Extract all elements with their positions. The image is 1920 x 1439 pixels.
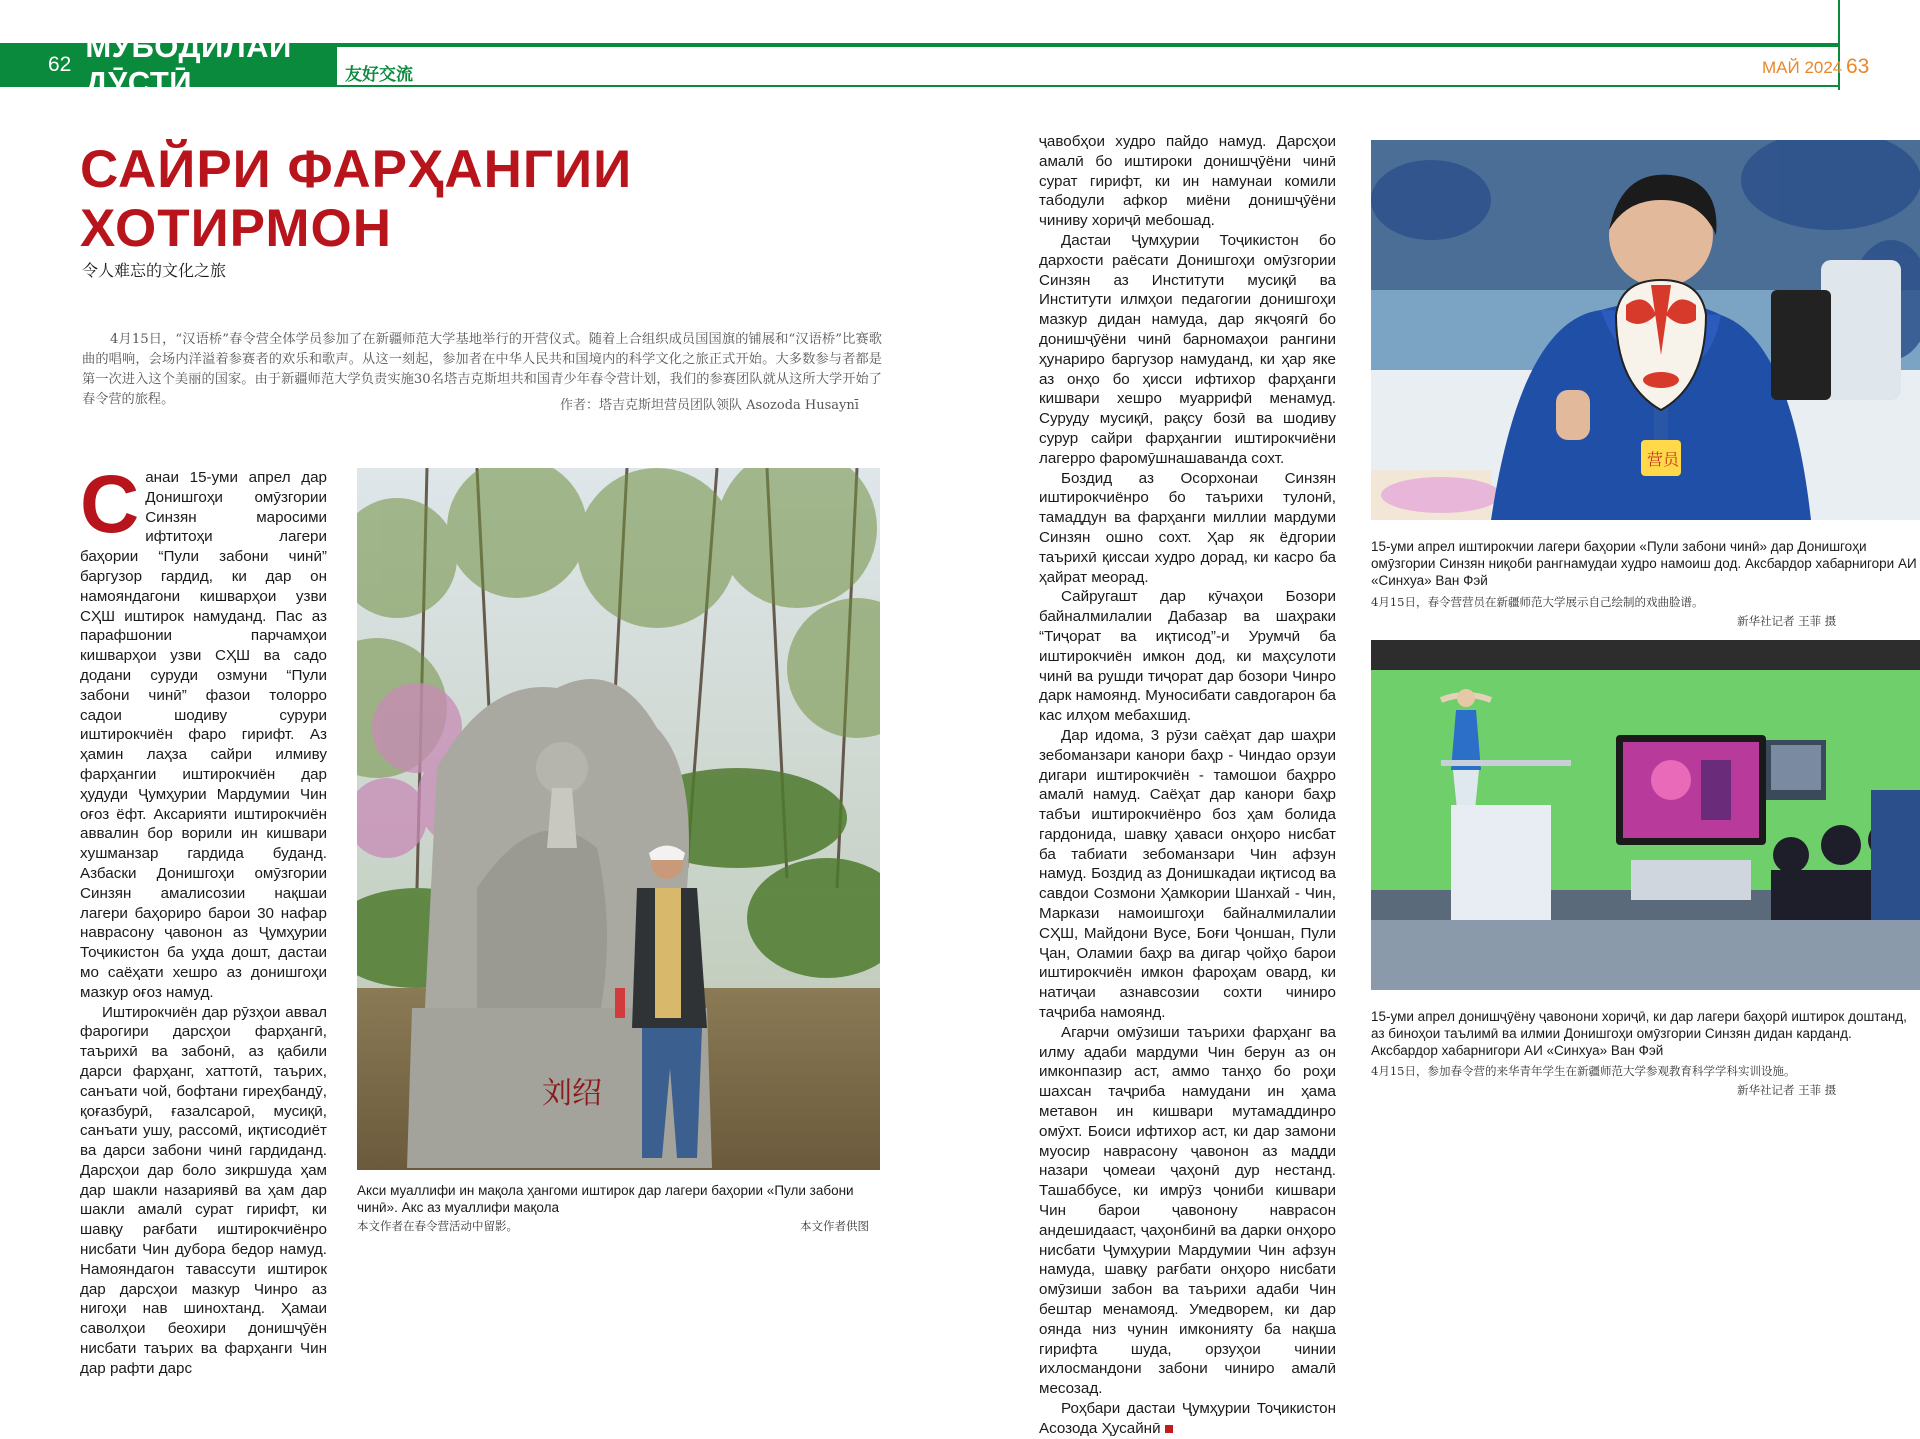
left-page-number: 62 — [48, 53, 72, 76]
paragraph: Боздид аз Осорхонаи Синзян иштирокчиёнро бо таърихи тулонӣ, тамаддун ва фарҳанги миллии мардуми Синзян ошно сохт. Ҳар як ёдгории таърихӣ қиссаи худро дорад, ки касро ба ҳайрат меорад. — [1039, 469, 1336, 586]
statue-inscription: 刘绍 — [542, 1076, 602, 1111]
paragraph: Санаи 15-уми апрел дар Донишгоҳи омӯзгории Синзян маросими ифтитоҳи лагери баҳории “Пули забони чинӣ” баргузор гардид, ки дар он намояндагони кишварҳои узви СҲШ иштирок намуданд. Пас аз парафшонии парчамҳои кишварҳои узви СҲШ ва садо додани суруди озмуни “Пули забони чинӣ” фазои толорро садои шодиву сурури иштирокчиён фаро гирифт. Аз ҳамин лаҳза сайри илмиву фарҳангии иштирокчиён дар ҳудуди Ҷумҳурии Мардумии Чин оғоз ёфт. Аксарияти иштирокчиён аввалин бор ворили ин кишвари хушманзар гардида буданд. Азбаски Донишгоҳи омӯзгории Синзян амалисозии нақшаи лагери баҳориро барои 30 нафар наврасону ҷавонон аз Ҷумҳурии Тоҷикистон ба уҳда дошт, дастаи мо саёҳати хешро аз донишгоҳи мазкур оғоз намуд. — [80, 459, 327, 1001]
article-title: САЙРИ ФАРҲАНГИИ ХОТИРМОН — [80, 140, 633, 258]
paragraph: Сайругашт дар кӯчаҳои Бозори байналмилалии Дабазар ва шаҳраки “Тиҷорат ва иқтисод”-и Урумчӣ ба иштирокчиён имкон дод, ки маҳсулоти чинӣ ва рушди тиҷорат дар бозори Чинро дарк намоянд. Муносибати савдогарон ба кас илҳом мебахшид. — [1039, 588, 1336, 725]
photo-studio-visit-image — [1371, 640, 1920, 990]
section-title: МУБОДИЛАИ ДӮСТӢ — [85, 29, 292, 100]
photo-author-statue — [357, 468, 880, 1170]
section-title-cn: 友好交流 — [345, 65, 413, 85]
photo1-caption: Акси муаллифи ин мақола ҳангоми иштирок дар лагери баҳории «Пули забони чинӣ». Акс аз муаллифи мақола — [357, 1183, 854, 1215]
photo1-caption-cn: 本文作者在春令营活动中留影。 — [357, 1219, 518, 1233]
photo2-caption: 15-уми апрел иштирокчии лагери баҳории «Пули забони чинӣ» дар Донишгоҳи омӯзгории Синзян ниқоби рангнамудаи худро намоиш дод. Аксбардор хабарнигори АИ «Синхуа» Ван Фэй — [1371, 539, 1917, 588]
section-tab — [0, 29, 337, 100]
photo3-caption: 15-уми апрел донишҷӯёну ҷавонони хориҷӣ, ки дар лагери баҳорӣ иштирок доштанд, аз биноҳои таълимӣ ва илмии Донишгоҳи омӯзгории Синзян дидан карданд. Аксбардор хабарнигори АИ «Синхуа» Ван Фэй — [1371, 1009, 1907, 1058]
paragraph: Дастаи Ҷумҳурии Тоҷикистон бо дархости раёсати Донишгоҳи омӯзгории Синзян аз Институти мусиқӣ ва Институти илмҳои педагогии донишгоҳи мазкур дидан намуда, дар якҷоягӣ бо донишҷӯёни чинӣ барномаҳои рангини ҳунариро баргузор намуданд, ки ҳар яке аз онҳо бо ҳисси ифтихор фарҳанги кишвари хешро муаррифӣ менамуд. Суруду мусиқӣ, рақсу бозӣ ва шодиву сурур сайри фарҳангии иштирокчиёни лагерро фаромӯшнашаванда сохт. — [1039, 231, 1336, 467]
photo3-caption-cn: 4月15日，参加春令营的来华青年学生在新疆师范大学参观教育科学学科实训设施。 — [1371, 1064, 1796, 1078]
author-signature: Роҳбари дастаи Ҷумҳурии Тоҷикистон Асозода Ҳусайнӣ — [1039, 1400, 1336, 1437]
photo2-credit-cn: 新华社记者 王菲 摄 — [1737, 614, 1837, 628]
lead-author-cn: 作者：塔吉克斯坦营员团队领队 Asozoda Husaynī — [560, 398, 859, 413]
right-page-number: 63 — [1846, 55, 1870, 78]
text-column-2 — [1039, 132, 1336, 1439]
article-title-cn: 令人难忘的文化之旅 — [82, 261, 227, 280]
photo-studio-visit — [1371, 640, 1920, 990]
paragraph: ҷавобҳои худро пайдо намуд. Дарсҳои амалӣ бо иштироки донишҷӯёни чинӣ сурат гирифт, ки ин намунаи комили табодули афкор миёни донишҷӯёни чиниву хориҷӣ мебошад. — [1039, 133, 1336, 230]
paragraph: Иштирокчиён дар рӯзҳои аввал фарогири дарсҳои фарҳангӣ, таърихӣ ва забонӣ, аз қабили дарси фарҳанг, хаттотӣ, таърих, санъати чой, бофтани гиреҳбандӯ, қоғазбурӣ, ғазалсароӣ, мусиқӣ, санъати ушу, рассомӣ, иқтисодиёт ва дарси забони чинӣ гардиданд. Дарсҳои дар боло зикршуда ҳам дар шакли назариявӣ ва ҳам дар шакли амалӣ сурат гирифт, ки шавқу рағбати иштирокчиёнро нисбати Чин дубора бедор намуд. Намояндагон тавассути иштирок дар дарсҳои мазкур Чинро аз нигоҳи нав шинохтанд. Ҳамаи саволҳои беохири донишҷӯён нисбати таърих ва фарҳанги Чин дар рафти дарс — [80, 1003, 327, 1377]
header-underline — [337, 85, 1838, 87]
photo1-credit-cn: 本文作者供图 — [800, 1219, 869, 1233]
paragraph: Агарчи омӯзиши таърихи фарҳанг ва илму адаби мардуми Чин берун аз он имконпазир аст, аммо танҳо бо роҳи шахсан таҷриба намудани ин ҳама метавон ин кишвари мутамаддинро омӯхт. Боиси ифтихор аст, ки дар замони муосир наврасону ҷавонон аз мадди назари ҷомеаи ҷаҳонӣ дур нестанд. Ташаббусе, ки имрӯз ҷониби кишвари Чин барои ҷавонону наврасон андешидааст, ҷаҳонбинӣ ва дарки онҳоро нисбати Ҷумҳурии Мардумии Чин афзун намуда, шавқу рағбати онҳоро нисбати омӯзиши забон ва таърихи адаби Чин бештар менамояд. Умедворем, ки дар оянда низ чунин имконияту ба нақша гирифта шуда, орзуҳои чинии ихлосмандони забони чиниро амалӣ месозад. — [1039, 1023, 1336, 1398]
photo-opera-mask — [1371, 140, 1920, 520]
badge-text: 营员 — [1647, 450, 1680, 469]
dropcap: С — [80, 459, 140, 550]
photo-opera-mask-image — [1371, 140, 1920, 520]
end-mark — [1165, 1425, 1173, 1433]
photo3-credit-cn: 新华社记者 王菲 摄 — [1737, 1083, 1837, 1097]
issue-date: МАЙ 2024 — [1762, 58, 1843, 77]
photo2-caption-cn: 4月15日，春令营营员在新疆师范大学展示自己绘制的戏曲脸谱。 — [1371, 595, 1704, 609]
paragraph: Дар идома, 3 рӯзи саёҳат дар шаҳри зебоманзари канори баҳр - Чиндао орзуи дигари иштирокчиён - тамошои баҳрро амалӣ намуд. Саёҳат дар канори баҳр табъи иштирокчиёнро боз ҳам болида гардонида, шавқу ҳаваси онҳоро нисбат ба табиати зебоманзари Чин афзун намуд. Боздид аз Донишкадаи иқтисод ва савдои Созмони Ҳамкории Шанхай - Чин, Маркази намоишгоҳи байналмилалии СҲШ, Майдони Вусе, Боғи Ҷоншан, Пули Ҷан, Оламии баҳр ва дигар ҷойҳо барои иштирокчиён имкон фароҳам овард, ки натиҷаи азнавсозии сохти чиниро таҷриба намоянд. — [1039, 726, 1336, 1022]
photo-author-statue-image — [357, 468, 880, 1170]
text-column-1 — [80, 459, 327, 1379]
lead-paragraph-cn: 4月15日，“汉语桥”春令营全体学员参加了在新疆师范大学基地举行的开营仪式。随着上合组织成员国国旗的铺展和“汉语桥”比赛歌曲的唱响，会场内洋溢着参赛者的欢乐和歌声。从这一刻起，参加者在中华人民共和国境内的科学文化之旅正式开始。大多数参与者都是第一次进入这个美丽的国家。由于新疆师范大学负责实施30名塔吉克斯坦共和国青少年春令营计划，我们的参赛团队就从这所大学开始了春令营的旅程。 — [82, 332, 882, 407]
